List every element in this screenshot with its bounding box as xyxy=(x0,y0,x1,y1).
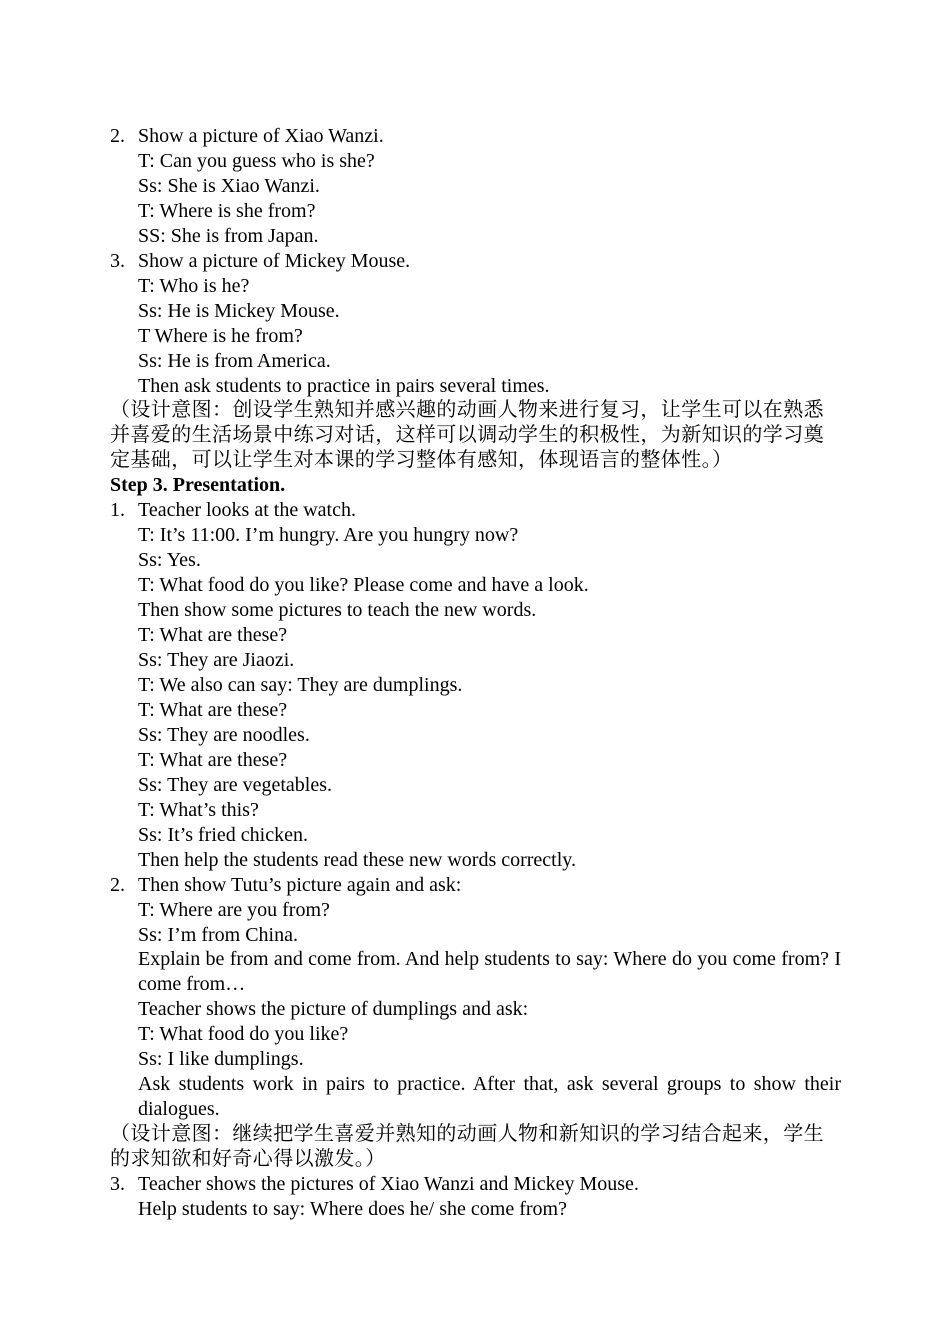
item-number: 3. xyxy=(110,1173,125,1196)
dialogue-line: T: We also can say: They are dumplings. xyxy=(138,673,463,696)
dialogue-line: T: What are these? xyxy=(138,624,288,647)
dialogue-line: Ss: They are Jiaozi. xyxy=(138,649,295,672)
item-text: Teacher looks at the watch. xyxy=(138,499,356,522)
item-number: 2. xyxy=(110,125,125,147)
dialogue-line: Ss: It’s fried chicken. xyxy=(138,823,308,846)
dialogue-line: Then show some pictures to teach the new words. xyxy=(138,599,537,622)
dialogue-line: T: What food do you like? xyxy=(138,1023,349,1046)
dialogue-line: T: What food do you like? Please come and have a look. xyxy=(138,574,589,597)
numbered-item xyxy=(110,124,841,149)
dialogue-line: T Where is he from? xyxy=(138,324,303,347)
item-text: Show a picture of Xiao Wanzi. xyxy=(138,125,384,147)
dialogue-line: T: Where are you from? xyxy=(138,898,330,921)
dialogue-line: Ss: They are noodles. xyxy=(138,723,310,746)
dialogue-line: T: What’s this? xyxy=(138,798,259,821)
item-number: 2. xyxy=(110,873,125,896)
dialogue-line: Then ask students to practice in pairs several times. xyxy=(138,374,550,397)
paragraph-text: Explain be from and come from. And help students to say: Where do you come from? I come from… xyxy=(138,948,841,996)
dialogue-line: T: What are these? xyxy=(138,698,288,721)
dialogue-line: T: Who is he? xyxy=(138,274,250,297)
dialogue-line: T: Can you guess who is she? xyxy=(138,149,375,172)
design-intent-note: （设计意图：继续把学生喜爱并熟知的动画人物和新知识的学习结合起来，学生的求知欲和好奇心得以激发。） xyxy=(110,1123,824,1171)
item-text: Then show Tutu’s picture again and ask: xyxy=(138,873,462,896)
dialogue-line: Then help the students read these new words correctly. xyxy=(138,848,576,871)
dialogue-line: T: Where is she from? xyxy=(138,199,316,222)
numbered-item xyxy=(110,1172,841,1197)
dialogue-line: T: It’s 11:00. I’m hungry. Are you hungry now? xyxy=(138,524,519,547)
dialogue-line: Help students to say: Where does he/ she come from? xyxy=(138,1197,567,1220)
dialogue-line: Ss: He is Mickey Mouse. xyxy=(138,299,340,322)
document-page xyxy=(110,124,841,1222)
dialogue-line: Ss: They are vegetables. xyxy=(138,773,333,796)
dialogue-line: Teacher shows the picture of dumplings and ask: xyxy=(138,998,529,1021)
design-intent-note: （设计意图：创设学生熟知并感兴趣的动画人物来进行复习，让学生可以在熟悉并喜爱的生活场景中练习对话，这样可以调动学生的积极性，为新知识的学习奠定基础，可以让学生对本课的学习整体有感知，体现语言的整体性。） xyxy=(110,399,824,472)
numbered-item xyxy=(110,249,841,274)
section-heading: Step 3. Presentation. xyxy=(110,474,286,497)
paragraph-text: Ask students work in pairs to practice. After that, ask several groups to show their dialogues. xyxy=(138,1073,841,1121)
dialogue-line: Ss: I like dumplings. xyxy=(138,1048,304,1071)
item-text: Teacher shows the pictures of Xiao Wanzi and Mickey Mouse. xyxy=(138,1173,639,1196)
dialogue-line: T: What are these? xyxy=(138,748,288,771)
numbered-item xyxy=(110,498,841,523)
dialogue-line: Ss: He is from America. xyxy=(138,349,331,372)
dialogue-line: Ss: Yes. xyxy=(138,549,201,572)
item-text: Show a picture of Mickey Mouse. xyxy=(138,249,411,272)
item-number: 1. xyxy=(110,499,125,522)
dialogue-line: Ss: She is Xiao Wanzi. xyxy=(138,174,320,197)
dialogue-line: SS: She is from Japan. xyxy=(138,224,319,247)
numbered-item xyxy=(110,873,841,898)
dialogue-line: Ss: I’m from China. xyxy=(138,923,298,946)
item-number: 3. xyxy=(110,249,125,272)
